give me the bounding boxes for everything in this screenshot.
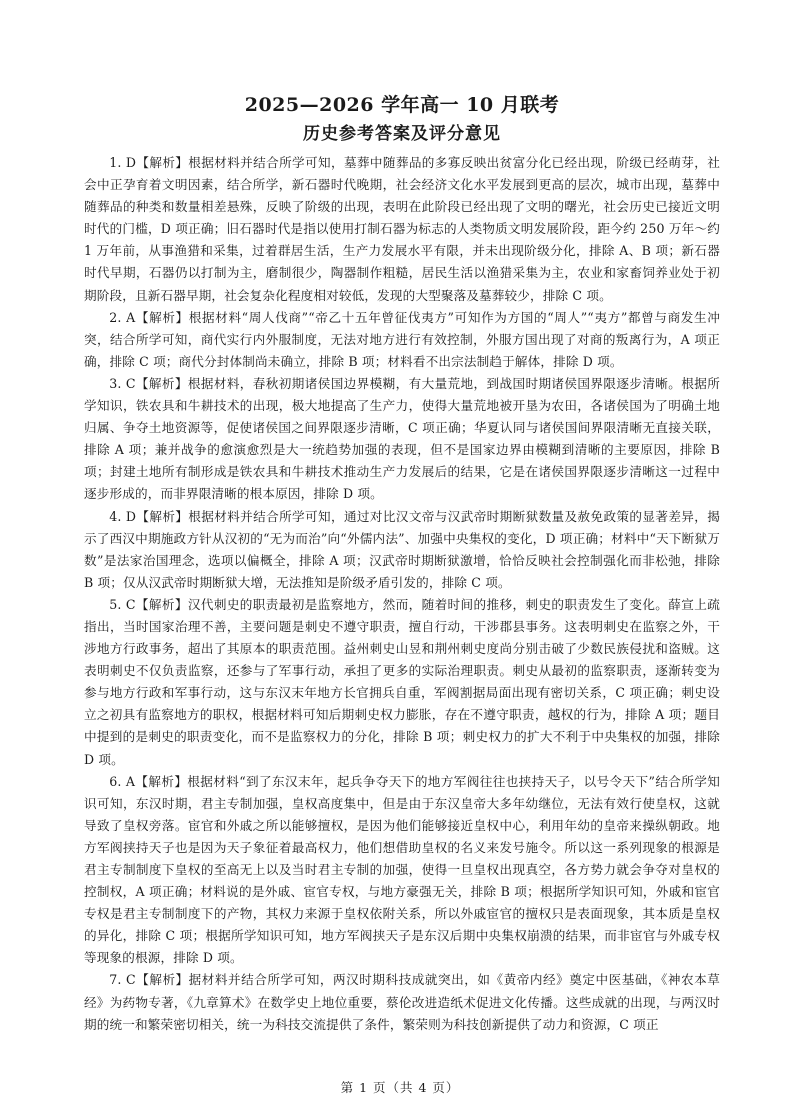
answer-list <box>84 152 720 1036</box>
answer-item-7: 7. C【解析】据材料并结合所学可知，两汉时期科技成就突出，如《黄帝内经》奠定中医基础，《神农本草经》为药物专著，《九章算术》在数学史上地位重要，蔡伦改进造纸术促进文化传播。这些成就的出现，与两汉时期的统一和繁荣密切相关，统一为科技交流提供了条件，繁荣则为科技创新提供了动力和资源，C 项正 <box>84 972 720 1032</box>
answer-item-2: 2. A【解析】根据材料“周人伐商”“帝乙十五年曾征伐夷方”可知作为方国的“周人”“夷方”都曾与商发生冲突，结合所学可知，商代实行内外服制度，无法对地方进行有效控制，外服方国出现了对商的叛离行为，A 项正确，排除 C 项；商代分封体制尚未确立，排除 B 项；材料看不出宗法制趋于解体，排除 D 项。 <box>84 309 720 369</box>
answer-item-3: 3. C【解析】根据材料，春秋初期诸侯国边界模糊，有大量荒地，到战国时期诸侯国界限逐步清晰。根据所学知识，铁农具和牛耕技术的出现，极大地提高了生产力，使得大量荒地被开垦为农田，各诸侯国为了明确土地归属、争夺土地资源等，促使诸侯国之间界限逐步清晰，C 项正确；华夏认同与诸侯国间界限清晰无直接关联，排除 A 项；兼并战争的愈演愈烈是大一统趋势加强的表现，但不是国家边界由模糊到清晰的主要原因，排除 B 项；封建土地所有制形成是铁农具和牛耕技术推动生产力发展后的结果，它是在诸侯国界限逐步清晰这一过程中逐步形成的，而非界限清晰的根本原因，排除 D 项。 <box>84 375 720 502</box>
answer-item-6: 6. A【解析】根据材料“到了东汉末年，起兵争夺天下的地方军阀往往也挟持天子，以号令天下”结合所学知识可知，东汉时期，君主专制加强，皇权高度集中，但是由于东汉皇帝大多年幼继位，无法有效行使皇权，这就导致了皇权旁落。宦官和外戚之所以能够擅权，是因为他们能够接近皇权中心，利用年幼的皇帝来操纵朝政。地方军阀挟持天子也是因为天子象征着最高权力，他们想借助皇权的名义来发号施令。所以这一系列现象的根源是君主专制制度下皇权的至高无上以及当时君主专制的加强，使得一旦皇权出现真空，各方势力就会争夺对皇权的控制权，A 项正确；材料说的是外戚、宦官专权，与地方豪强无关，排除 B 项；根据所学知识可知，外戚和宦官专权是君主专制制度下的产物，其权力来源于皇权依附关系，所以外戚宦官的擅权只是表面现象，其本质是皇权的异化，排除 C 项；根据所学知识可知，地方军阀挟天子是东汉后期中央集权崩溃的结果，而非宦官与外戚专权等现象的根源，排除 D 项。 <box>84 773 720 966</box>
answer-item-5: 5. C【解析】汉代刺史的职责最初是监察地方，然而，随着时间的推移，刺史的职责发生了变化。薛宣上疏指出，当时国家治理不善，主要问题是刺史不遵守职责，擅自行动，干涉郡县事务。这表明刺史在监察之外，干涉地方行政事务，超出了其原本的职责范围。益州刺史山昱和荆州刺史度尚分别击破了少数民族侵扰和盗贼。这表明刺史不仅负责监察，还参与了军事行动，承担了更多的实际治理职责。刺史从最初的监察职责，逐渐转变为参与地方行政和军事行动，这与东汉末年地方长官拥兵自重，军阀割据局面出现有密切关系，C 项正确；刺史设立之初具有监察地方的职权，根据材料可知后期刺史权力膨胀，存在不遵守职责，越权的行为，排除 A 项；题目中提到的是刺史的职责变化，而不是监察权力的分化，排除 B 项；刺史权力的扩大不利于中央集权的加强，排除 D 项。 <box>84 596 720 767</box>
exam-title: 2025—2026 学年高一 10 月联考 <box>244 94 560 116</box>
page-number: 第 1 页（共 4 页） <box>340 1080 460 1095</box>
answer-key-subtitle: 历史参考答案及评分意见 <box>303 124 501 144</box>
answer-item-1: 1. D【解析】根据材料并结合所学可知，墓葬中随葬品的多寡反映出贫富分化已经出现，阶级已经萌芽，社会中正孕育着文明因素，结合所学，新石器时代晚期，社会经济文化水平发展到更高的层次，城市出现，墓葬中随葬品的种类和数量相差悬殊，反映了阶级的出现，表明在此阶段已经出现了文明的曙光，社会历史已接近文明时代的门槛，D 项正确；旧石器时代是指以使用打制石器为标志的人类物质文明发展阶段，距今约 250 万年～约 1 万年前，从事渔猎和采集，过着群居生活，生产力发展水平有限，并未出现阶级分化，排除 A、B 项；新石器时代早期，石器仍以打制为主，磨制很少，陶器制作粗糙，居民生活以渔猎采集为主，农业和家畜饲养业处于初期阶段，且新石器早期，社会复杂化程度相对较低，发现的大型聚落及墓葬较少，排除 C 项。 <box>84 155 720 303</box>
answer-item-4: 4. D【解析】根据材料并结合所学可知，通过对比汉文帝与汉武帝时期断狱数量及赦免政策的显著差异，揭示了西汉中期施政方针从汉初的“无为而治”向“外儒内法”、加强中央集权的变化，D 项正确；材料中“天下断狱万数”是法家治国理念，选项以偏概全，排除 A 项；汉武帝时期断狱激增，恰恰反映社会控制强化而非松弛，排除 B 项；仅从汉武帝时期断狱大增，无法推知是阶级矛盾引发的，排除 C 项。 <box>84 508 720 590</box>
